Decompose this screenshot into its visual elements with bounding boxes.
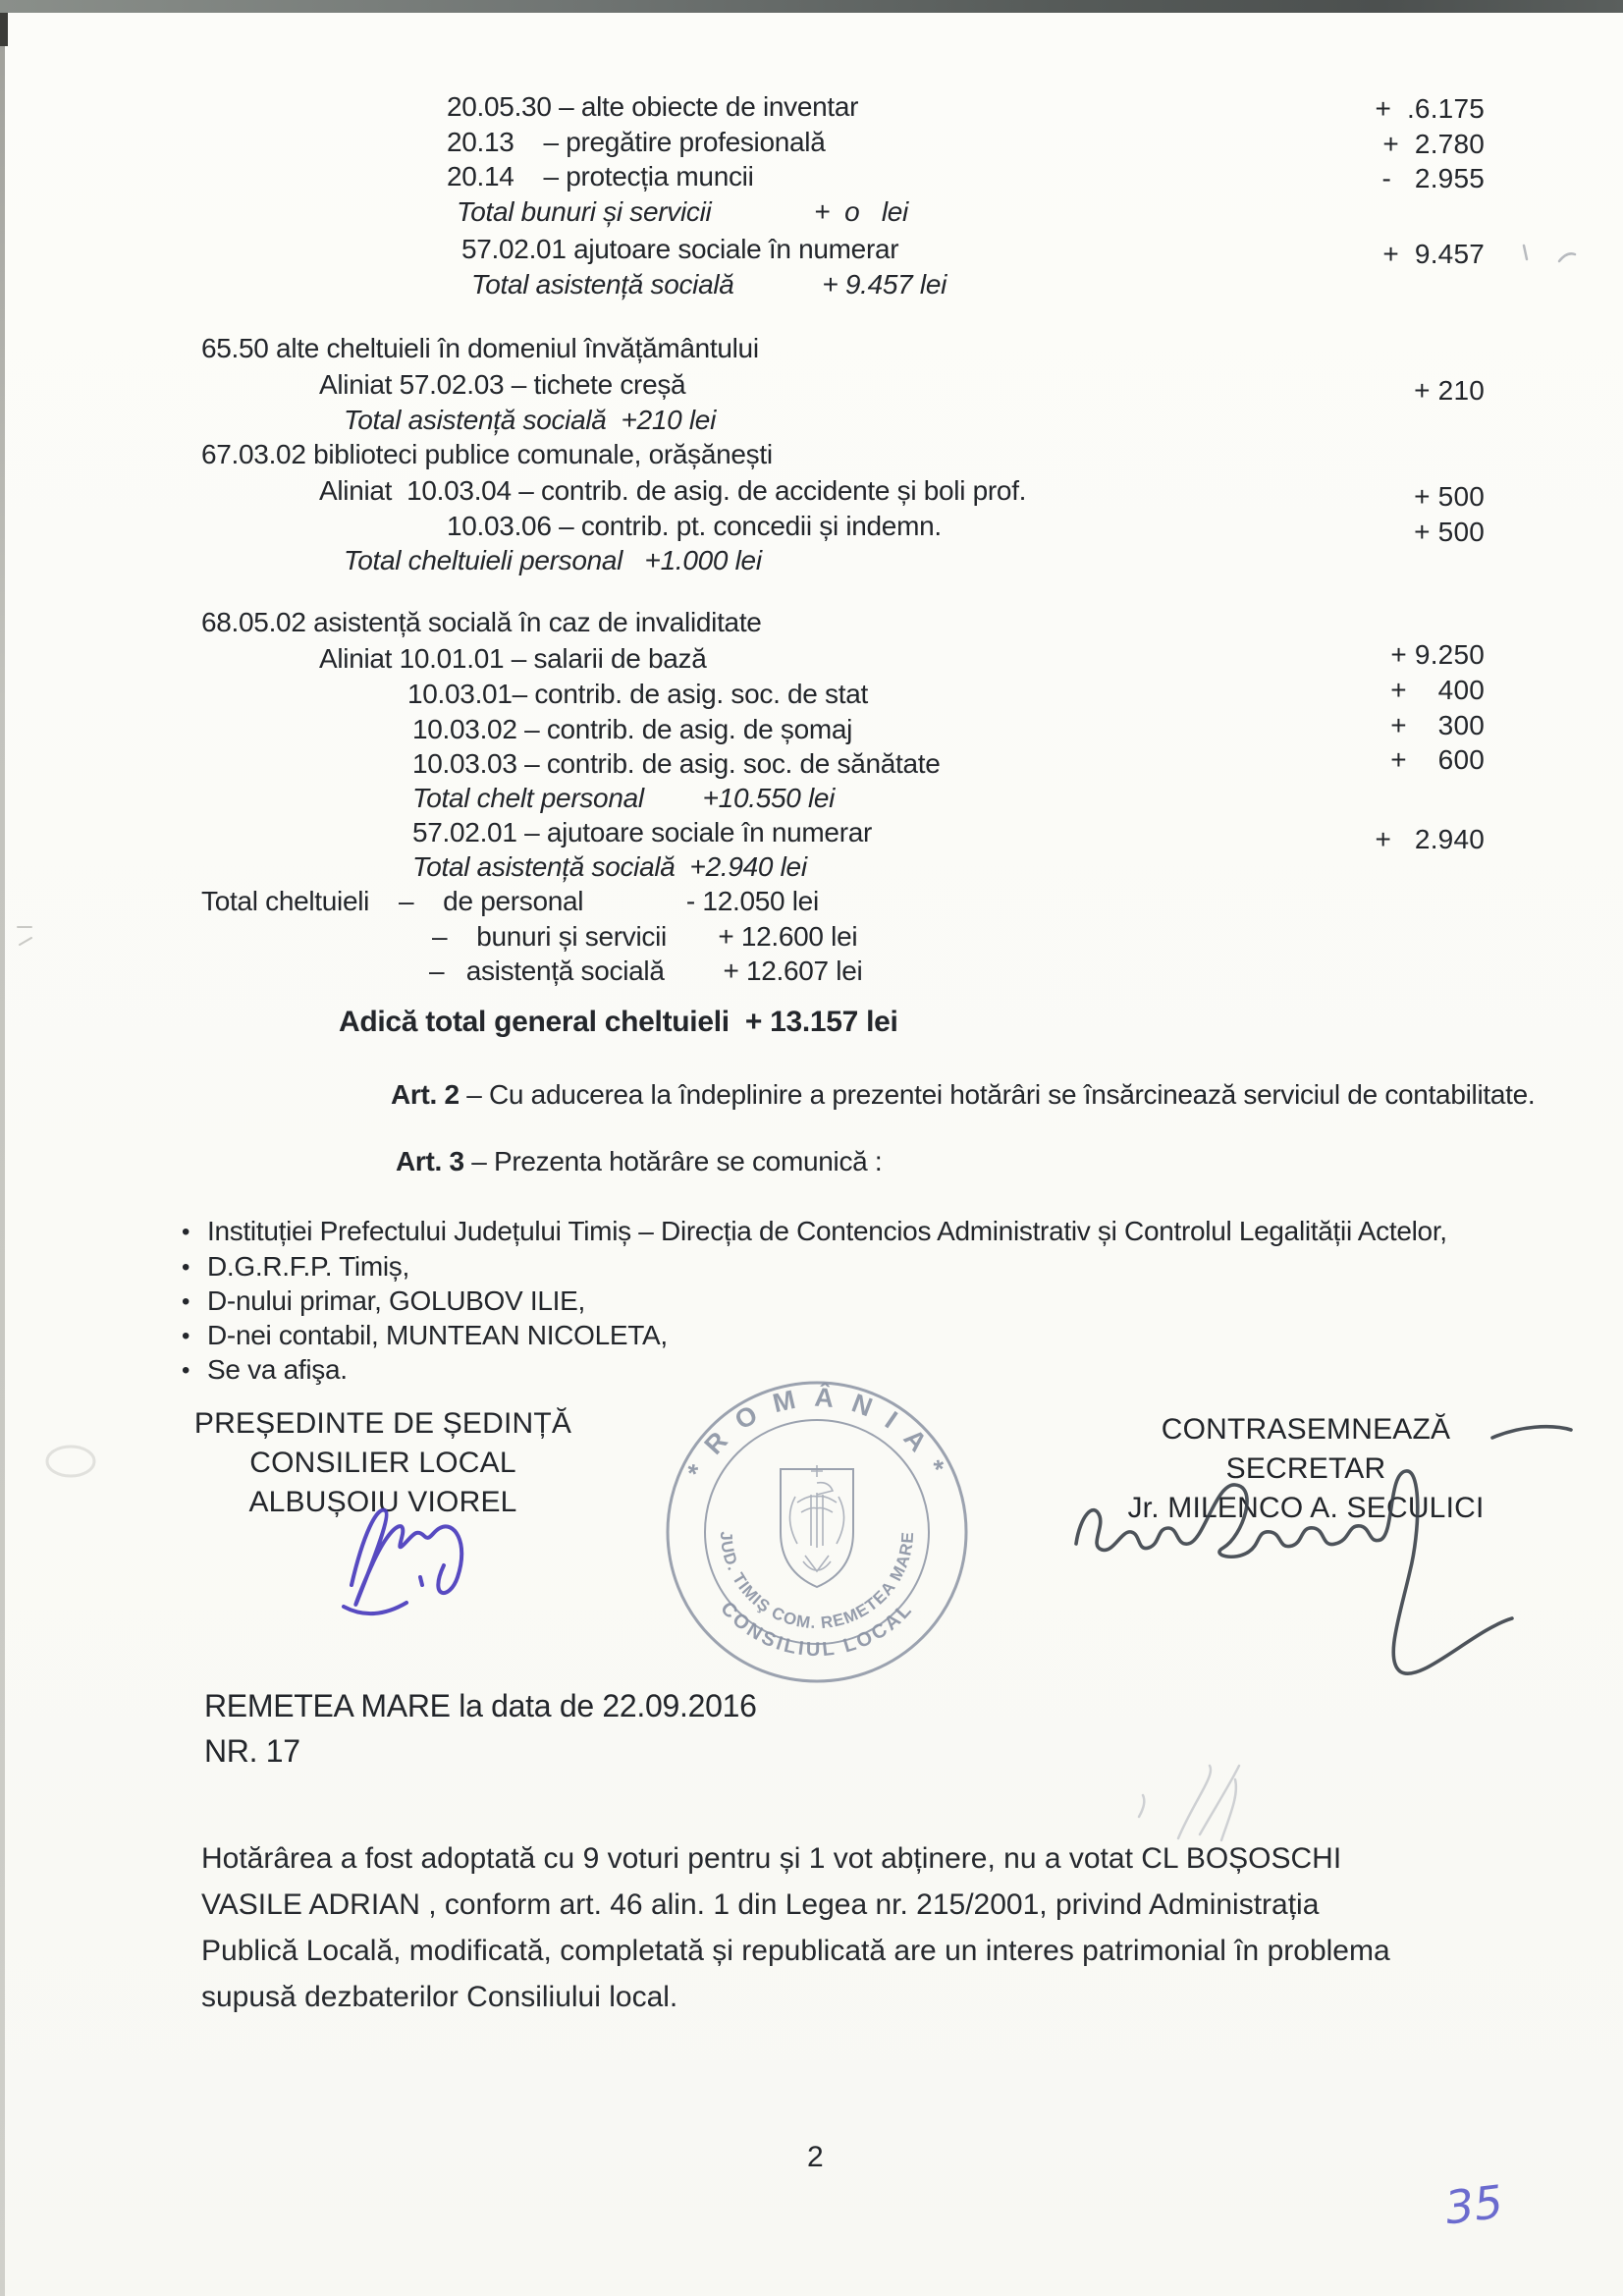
budget-line: Aliniat 10.01.01 – salarii de bază: [319, 643, 707, 674]
list-item: [182, 1354, 348, 1386]
budget-total-line: Total cheltuieli personal +1.000 lei: [344, 545, 762, 575]
adoption-paragraph-line: supusă dezbaterilor Consiliului local.: [201, 1981, 678, 2013]
budget-line: 10.03.02 – contrib. de asig. de șomaj: [412, 714, 853, 744]
secretary-signature-ink: [1060, 1414, 1591, 1699]
budget-amount: + 400: [1390, 675, 1485, 705]
budget-amount: + 9.250: [1390, 639, 1485, 670]
stamp-council-text: CONSILIUL LOCAL: [716, 1597, 918, 1662]
budget-line: 20.13 – pregătire profesională: [447, 127, 826, 157]
official-round-stamp: [648, 1363, 987, 1702]
scanner-edge-line: [0, 13, 5, 2296]
adoption-paragraph-line: Hotărârea a fost adoptată cu 9 voturi pentru și 1 vot abținere, nu a votat CL BOȘOSCHI: [201, 1842, 1342, 1875]
budget-amount: + 9.457: [1382, 239, 1485, 269]
budget-line: 10.03.01– contrib. de asig. soc. de stat: [407, 679, 868, 709]
budget-line: 57.02.01 – ajutoare sociale în numerar: [412, 817, 873, 847]
budget-line: 57.02.01 ajutoare sociale în numerar: [461, 234, 899, 264]
president-subtitle: CONSILIER LOCAL: [249, 1447, 516, 1479]
bullet-icon: •: [182, 1219, 190, 1245]
budget-chapter: 68.05.02 asistență socială în caz de invaliditate: [201, 607, 762, 637]
list-item-text: D-nului primar, GOLUBOV ILIE,: [207, 1285, 585, 1316]
stamp-country-text: * R O M Â N I A *: [680, 1382, 953, 1483]
bullet-icon: •: [182, 1323, 190, 1349]
budget-amount: + 210: [1414, 375, 1485, 406]
list-item: [182, 1251, 409, 1283]
budget-chapter: 65.50 alte cheltuieli în domeniul învățământului: [201, 333, 759, 363]
budget-amount: + 2.940: [1375, 824, 1485, 854]
list-item-text: D-nei contabil, MUNTEAN NICOLETA,: [207, 1320, 668, 1350]
stamp-county-text: JUD. TIMIŞ COM. REMETEA MARE: [716, 1530, 918, 1633]
bullet-icon: •: [182, 1357, 190, 1384]
scan-speck: [1512, 236, 1600, 285]
article-3-text: – Prezenta hotărâre se comunică :: [463, 1146, 883, 1176]
countersign-title: CONTRASEMNEAZĂ: [1161, 1413, 1451, 1446]
article-3: [396, 1145, 882, 1178]
list-item-text: Se va afişa.: [207, 1354, 348, 1385]
budget-line: 20.14 – protecția muncii: [447, 161, 754, 191]
president-name: ALBUȘOIU VIOREL: [248, 1486, 517, 1518]
bullet-icon: •: [182, 1288, 190, 1315]
budget-summary-line: – bunuri și servicii + 12.600 lei: [432, 921, 858, 952]
secretary-title: SECRETAR: [1225, 1452, 1386, 1485]
list-item-text: D.G.R.F.P. Timiș,: [207, 1251, 409, 1282]
list-item: [182, 1320, 668, 1351]
place-date-line: REMETEA MARE la data de 22.09.2016: [204, 1688, 757, 1723]
budget-summary-line: – asistență socială + 12.607 lei: [429, 956, 863, 986]
budget-line: Aliniat 10.03.04 – contrib. de asig. de accidente și boli prof.: [319, 475, 1027, 506]
scan-mark: [12, 919, 71, 958]
budget-line: Aliniat 57.02.03 – tichete creșă: [319, 369, 686, 400]
stamp-eagle-icon: [789, 1465, 843, 1571]
document-number-line: NR. 17: [204, 1733, 300, 1769]
president-signature-ink: [314, 1483, 540, 1630]
budget-line: 20.05.30 – alte obiecte de inventar: [447, 91, 859, 122]
adoption-paragraph-line: VASILE ADRIAN , conform art. 46 alin. 1 din Legea nr. 215/2001, privind Administrația: [201, 1888, 1320, 1921]
budget-amount: + 2.780: [1382, 129, 1485, 159]
handwritten-number: 35: [1441, 2174, 1506, 2235]
budget-total-line: Total asistență socială + 9.457 lei: [471, 269, 947, 300]
article-2-text: – Cu aducerea la îndeplinire a prezentei hotărâri se însărcinează serviciul de contabilitate.: [459, 1079, 1536, 1110]
list-item: [182, 1216, 1447, 1247]
grand-total-line: Adică total general cheltuieli + 13.157 lei: [339, 1006, 898, 1038]
budget-line: 10.03.06 – contrib. pt. concedii și indemn.: [447, 511, 942, 541]
budget-summary-line: Total cheltuieli – de personal - 12.050 lei: [201, 886, 819, 916]
article-2-label: Art. 2: [391, 1079, 460, 1110]
budget-total-line: Total bunuri și servicii + o lei: [457, 196, 908, 227]
bullet-icon: •: [182, 1254, 190, 1281]
budget-amount: + 500: [1414, 481, 1485, 512]
budget-amount: + 300: [1390, 710, 1485, 740]
scanner-edge-band: [0, 0, 1623, 13]
scan-smudge: [35, 1434, 114, 1493]
secretary-name: Jr. MILENCO A. SECULICI: [1127, 1492, 1485, 1524]
pen-smudge: [1119, 1748, 1316, 1856]
budget-total-line: Total asistență socială +210 lei: [344, 405, 716, 435]
president-title: PREȘEDINTE DE ȘEDINȚĂ: [193, 1407, 572, 1440]
budget-total-line: Total asistență socială +2.940 lei: [412, 851, 807, 882]
scanner-corner-mark: [0, 13, 8, 46]
budget-amount: - 2.955: [1381, 163, 1485, 193]
article-3-label: Art. 3: [396, 1146, 464, 1176]
budget-total-line: Total chelt personal +10.550 lei: [412, 783, 836, 813]
list-item: [182, 1285, 585, 1317]
budget-amount: + 600: [1390, 744, 1485, 775]
budget-chapter: 67.03.02 biblioteci publice comunale, orășănești: [201, 439, 773, 469]
page-number: 2: [807, 2141, 824, 2173]
article-2: [391, 1078, 1535, 1112]
list-item-text: Instituției Prefectului Județului Timiș – Direcția de Contencios Administrativ și Controlul Legalității Actelor,: [207, 1216, 1447, 1246]
budget-line: 10.03.03 – contrib. de asig. soc. de sănătate: [412, 748, 941, 779]
adoption-paragraph-line: Publică Locală, modificată, completată și republicată are un interes patrimonial în problema: [201, 1935, 1390, 1967]
budget-amount: + 500: [1414, 517, 1485, 547]
budget-amount: + .6.175: [1375, 93, 1485, 124]
